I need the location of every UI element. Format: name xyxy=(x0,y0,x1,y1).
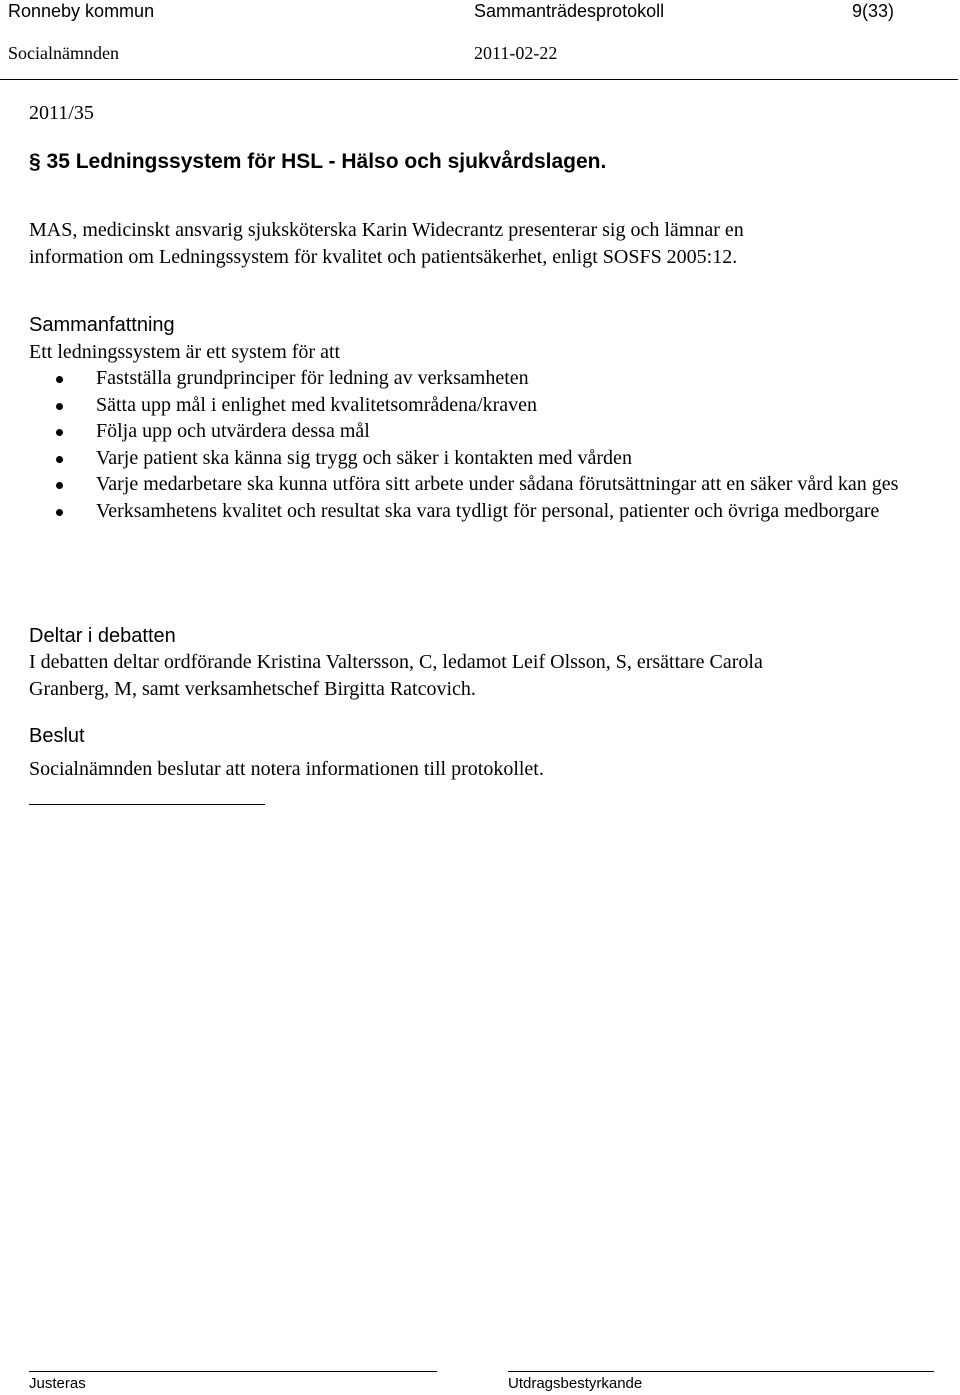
bullet-icon xyxy=(56,403,63,410)
case-number: 2011/35 xyxy=(29,102,94,124)
list-item-text: Sätta upp mål i enlighet med kvalitetsområdena/kraven xyxy=(96,393,537,416)
decision-heading: Beslut xyxy=(29,725,85,747)
bullet-icon xyxy=(56,456,63,463)
section-symbol: § xyxy=(29,150,41,173)
decision-text: Socialnämnden beslutar att notera informationen till protokollet. xyxy=(29,758,544,780)
section-title: 35 Ledningssystem för HSL - Hälso och sjukvårdslagen. xyxy=(46,150,607,173)
debate-line-1: I debatten deltar ordförande Kristina Valtersson, C, ledamot Leif Olsson, S, ersättare Carola xyxy=(29,651,763,673)
bullet-icon xyxy=(56,509,63,516)
debate-heading: Deltar i debatten xyxy=(29,625,176,647)
bullet-icon xyxy=(56,429,63,436)
list-item-text: Varje patient ska känna sig trygg och säker i kontakten med vården xyxy=(96,446,632,469)
list-item xyxy=(55,445,935,472)
footer-utdragsbestyrkande: Utdragsbestyrkande xyxy=(508,1375,643,1392)
list-item-text: Verksamhetens kvalitet och resultat ska vara tydligt för personal, patienter och övriga medborgare xyxy=(96,499,880,522)
list-item xyxy=(55,365,935,392)
signature-line-left xyxy=(29,1371,437,1372)
intro-line-2: information om Ledningssystem för kvalitet och patientsäkerhet, enligt SOSFS 2005:12. xyxy=(29,246,738,268)
committee-name: Socialnämnden xyxy=(8,43,119,63)
organization-name: Ronneby kommun xyxy=(8,1,155,21)
page-number: 9(33) xyxy=(852,1,895,21)
section-heading xyxy=(29,148,606,176)
debate-line-2: Granberg, M, samt verksamhetschef Birgitta Ratcovich. xyxy=(29,678,476,700)
bullet-icon xyxy=(56,376,63,383)
summary-list xyxy=(55,365,935,524)
document-type: Sammanträdesprotokoll xyxy=(474,1,665,21)
list-item xyxy=(55,471,935,498)
intro-line-1: MAS, medicinskt ansvarig sjuksköterska Karin Widecrantz presenterar sig och lämnar en xyxy=(29,219,744,241)
end-rule xyxy=(29,804,265,805)
meeting-date: 2011-02-22 xyxy=(474,43,558,63)
list-item-text: Varje medarbetare ska kunna utföra sitt arbete under sådana förutsättningar att en säker vård kan ges xyxy=(96,473,899,495)
list-item xyxy=(55,392,935,419)
footer-justeras: Justeras xyxy=(29,1375,86,1392)
summary-lead: Ett ledningssystem är ett system för att xyxy=(29,341,341,363)
list-item xyxy=(55,418,935,445)
list-item-text: Fastställa grundprinciper för ledning av verksamheten xyxy=(96,367,529,389)
signature-line-right xyxy=(508,1371,934,1372)
header-divider xyxy=(0,79,958,80)
list-item-text: Följa upp och utvärdera dessa mål xyxy=(96,420,370,442)
bullet-icon xyxy=(56,482,63,489)
summary-heading: Sammanfattning xyxy=(29,314,175,336)
list-item xyxy=(55,498,935,525)
